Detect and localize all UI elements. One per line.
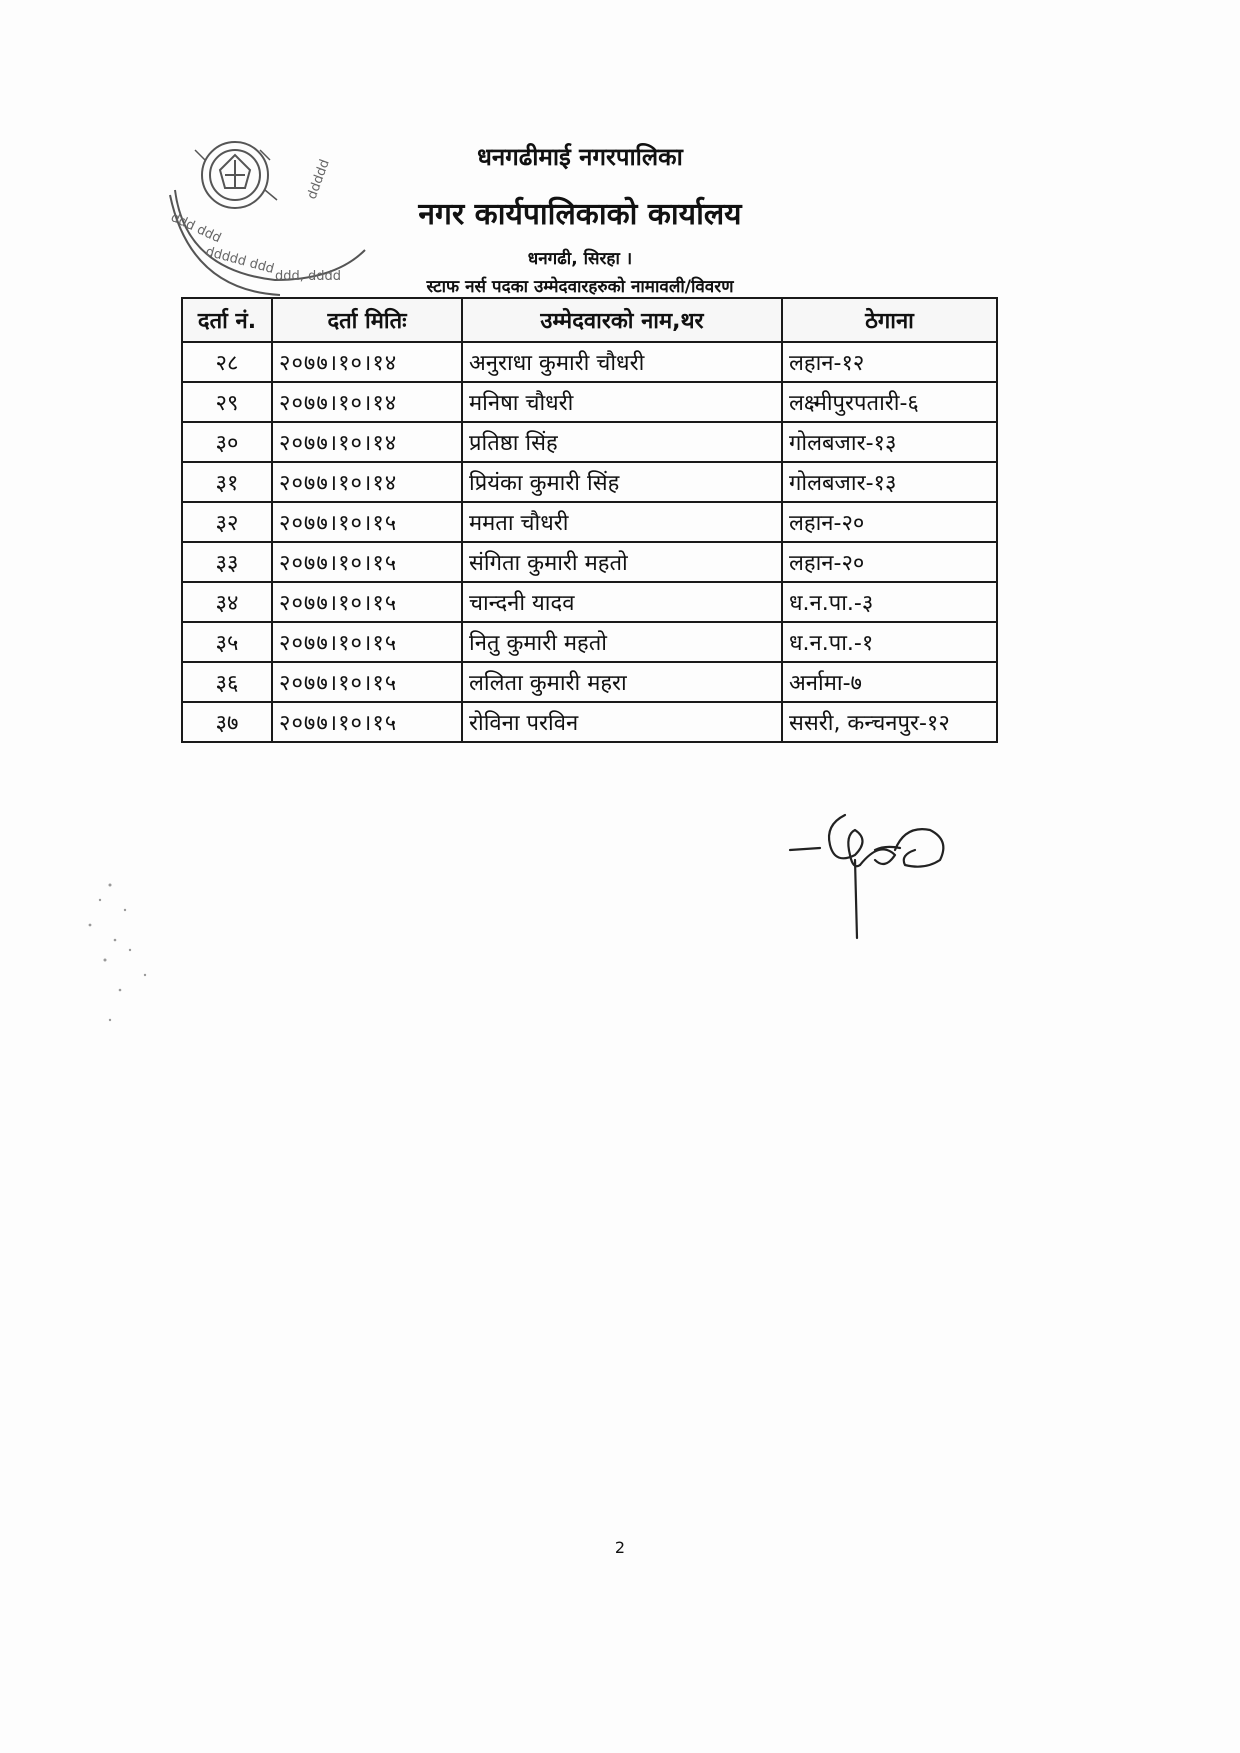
table-row <box>182 702 997 742</box>
svg-text:ddddd: ddddd <box>304 157 333 202</box>
table-row <box>182 462 997 502</box>
candidate-table <box>181 297 998 743</box>
cell-candidate-name: नितु कुमारी महतो <box>462 622 782 662</box>
scan-specks <box>70 880 160 1040</box>
cell-address: लहान-२० <box>782 502 997 542</box>
cell-reg-date: २०७७।१०।१५ <box>272 702 462 742</box>
table-row <box>182 662 997 702</box>
cell-reg-date: २०७७।१०।१४ <box>272 422 462 462</box>
svg-text:ddddd ddd: ddddd ddd <box>203 244 276 278</box>
cell-candidate-name: चान्दनी यादव <box>462 582 782 622</box>
cell-candidate-name: ललिता कुमारी महरा <box>462 662 782 702</box>
cell-reg-no: २९ <box>182 382 272 422</box>
cell-reg-no: ३७ <box>182 702 272 742</box>
cell-reg-no: ३६ <box>182 662 272 702</box>
cell-candidate-name: मनिषा चौधरी <box>462 382 782 422</box>
cell-reg-date: २०७७।१०।१४ <box>272 462 462 502</box>
table-row <box>182 542 997 582</box>
cell-reg-date: २०७७।१०।१४ <box>272 342 462 382</box>
page-number: 2 <box>614 1538 626 1557</box>
cell-reg-no: ३२ <box>182 502 272 542</box>
cell-reg-date: २०७७।१०।१५ <box>272 622 462 662</box>
cell-address: गोलबजार-१३ <box>782 422 997 462</box>
cell-candidate-name: अनुराधा कुमारी चौधरी <box>462 342 782 382</box>
cell-reg-date: २०७७।१०।१५ <box>272 542 462 582</box>
cell-candidate-name: प्रतिष्ठा सिंह <box>462 422 782 462</box>
cell-address: लहान-१२ <box>782 342 997 382</box>
cell-reg-date: २०७७।१०।१५ <box>272 662 462 702</box>
handwritten-signature <box>785 810 955 940</box>
cell-reg-date: २०७७।१०।१५ <box>272 582 462 622</box>
cell-reg-no: ३० <box>182 422 272 462</box>
cell-address: ध.न.पा.-३ <box>782 582 997 622</box>
cell-address: गोलबजार-१३ <box>782 462 997 502</box>
cell-reg-no: ३५ <box>182 622 272 662</box>
header-candidate-name: उम्मेदवारको नाम,थर <box>462 298 782 342</box>
office-title: नगर कार्यपालिकाको कार्यालय <box>418 197 742 232</box>
table-row <box>182 582 997 622</box>
cell-address: ससरी, कन्चनपुर-१२ <box>782 702 997 742</box>
cell-reg-no: २८ <box>182 342 272 382</box>
header-reg-date: दर्ता मितिः <box>272 298 462 342</box>
cell-reg-date: २०७७।१०।१४ <box>272 382 462 422</box>
cell-reg-no: ३३ <box>182 542 272 582</box>
cell-address: ध.न.पा.-१ <box>782 622 997 662</box>
cell-candidate-name: प्रियंका कुमारी सिंह <box>462 462 782 502</box>
table-row <box>182 342 997 382</box>
svg-text:ddd, dddd: ddd, dddd <box>275 269 342 284</box>
header-address: ठेगाना <box>782 298 997 342</box>
cell-address: लक्ष्मीपुरपतारी-६ <box>782 382 997 422</box>
document-subject: स्टाफ नर्स पदका उम्मेदवारहरुको नामावली/विवरण <box>426 277 734 297</box>
cell-reg-date: २०७७।१०।१५ <box>272 502 462 542</box>
cell-address: लहान-२० <box>782 542 997 582</box>
table-row <box>182 382 997 422</box>
svg-text:ddd ddd: ddd ddd <box>168 210 224 247</box>
table-row <box>182 502 997 542</box>
table-row <box>182 622 997 662</box>
table-row <box>182 422 997 462</box>
municipality-name: धनगढीमाई नगरपालिका <box>477 143 683 171</box>
cell-reg-no: ३४ <box>182 582 272 622</box>
cell-reg-no: ३१ <box>182 462 272 502</box>
cell-candidate-name: संगिता कुमारी महतो <box>462 542 782 582</box>
header-reg-no: दर्ता नं. <box>182 298 272 342</box>
cell-candidate-name: ममता चौधरी <box>462 502 782 542</box>
cell-candidate-name: रोविना परविन <box>462 702 782 742</box>
cell-address: अर्नामा-७ <box>782 662 997 702</box>
table-header-row <box>182 298 997 342</box>
office-address: धनगढी, सिरहा । <box>527 249 633 269</box>
